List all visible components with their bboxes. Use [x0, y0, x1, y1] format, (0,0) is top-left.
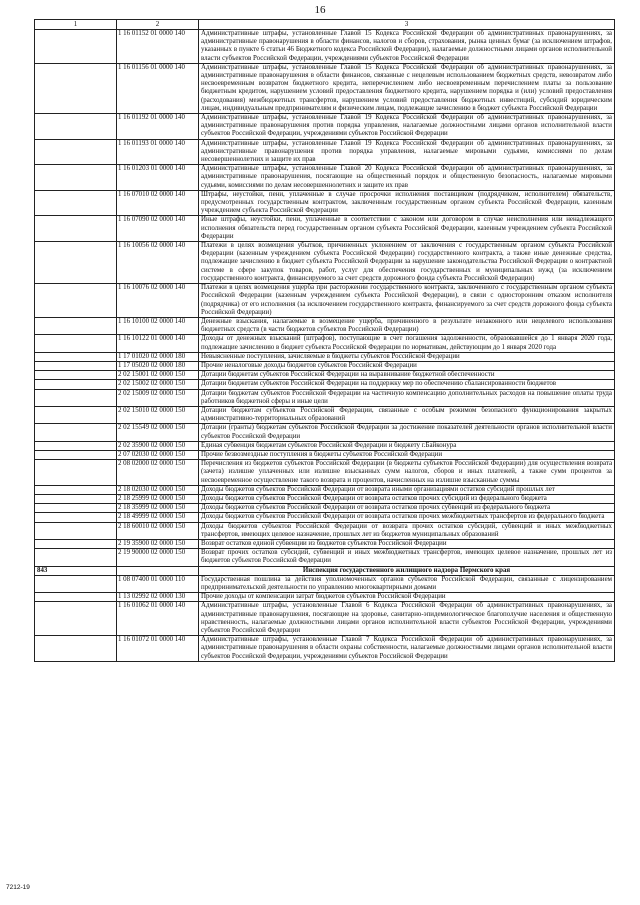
- revenue-name-cell: Платежи в целях возмещения ущерба при расторжении государственного контракта, заключенного с государственным органом субъекта Российской Федерации (казенным учреждением субъекта Российской Федерации), в связи с односторонним отказом исполнителя (подрядчика) от его исполнения (за исключением государственного контракта, финансируемого за счет средств дорожного фонда субъекта Российской Федерации): [199, 284, 615, 318]
- revenue-name-cell: Невыясненные поступления, зачисляемые в бюджеты субъектов Российской Федерации: [199, 352, 615, 361]
- admin-code-cell: [35, 389, 117, 406]
- revenue-name-cell: Доходы бюджетов субъектов Российской Федерации от возврата остатков прочих субсидий из федерального бюджета: [199, 494, 615, 503]
- table-row: [35, 406, 615, 423]
- revenue-code-cell: 1 16 01072 01 0000 140: [117, 636, 199, 662]
- revenue-code-cell: 1 16 10100 02 0000 140: [117, 317, 199, 334]
- table-row: [35, 460, 615, 486]
- revenue-code-cell: 2 19 90000 02 0000 150: [117, 549, 199, 566]
- revenue-name-cell: Прочие безвозмездные поступления в бюджеты субъектов Российской Федерации: [199, 450, 615, 459]
- admin-code-cell: [35, 406, 117, 423]
- revenue-code-cell: 2 18 02030 02 0000 150: [117, 485, 199, 494]
- table-row: [35, 165, 615, 191]
- table-row: [35, 63, 615, 113]
- table-row: [35, 602, 615, 636]
- admin-code-cell: [35, 485, 117, 494]
- table-row: [35, 352, 615, 361]
- admin-code-cell: [35, 380, 117, 389]
- revenue-name-cell: Административные штрафы, установленные Главой 15 Кодекса Российской Федерации об административных правонарушениях, за административные правонарушения в области финансов, связанные с нецелевым использованием бюджетных средств, невозвратом либо несвоевременным возвратом бюджетного кредита, неперечислением либо несвоевременным перечислением платы за пользование бюджетным кредитом, нарушением условий предоставления бюджетного кредита, нарушением порядка и (или) условий предоставления (расходования) межбюджетных трансфертов, нарушением условий предоставления бюджетных инвестиций, субсидий юридическим лицам, индивидуальным предпринимателям и физическим лицам, подлежащие зачислению в бюджет субъекта Российской Федерации: [199, 63, 615, 113]
- revenue-code-cell: 1 16 01152 01 0000 140: [117, 30, 199, 64]
- revenue-codes-table: [34, 19, 615, 662]
- revenue-code-cell: 2 18 25999 02 0000 150: [117, 494, 199, 503]
- admin-code-cell: [35, 602, 117, 636]
- admin-code-cell: [35, 30, 117, 64]
- table-row: [35, 485, 615, 494]
- table-row: [35, 522, 615, 539]
- table-row: [35, 114, 615, 140]
- table-row: [35, 30, 615, 64]
- revenue-code-cell: 2 07 02030 02 0000 150: [117, 450, 199, 459]
- table-row: [35, 513, 615, 522]
- revenue-name-cell: Дотации бюджетам субъектов Российской Федерации на поддержку мер по обеспечению сбалансированности бюджетов: [199, 380, 615, 389]
- table-row: [35, 284, 615, 318]
- revenue-name-cell: Административные штрафы, установленные Главой 20 Кодекса Российской Федерации об административных правонарушениях, за административные правонарушения, посягающие на общественный порядок и общественную безопасность, налагаемые мировыми судьями, комиссиями по делам несовершеннолетних и защите их прав: [199, 165, 615, 191]
- revenue-name-cell: Единая субвенция бюджетам субъектов Российской Федерации и бюджету г.Байконура: [199, 441, 615, 450]
- table-row: [35, 380, 615, 389]
- revenue-name-cell: Доходы бюджетов субъектов Российской Федерации от возврата прочих остатков субсидий, субвенций и иных межбюджетных трансфертов, имеющих целевое назначение, прошлых лет из бюджетов муниципальных образований: [199, 522, 615, 539]
- revenue-code-cell: 1 16 01062 01 0000 140: [117, 602, 199, 636]
- revenue-name-cell: Штрафы, неустойки, пени, уплаченные в случае просрочки исполнения поставщиком (подрядчиком, исполнителем) обязательств, предусмотренных государственным контрактом, заключенным государственным органом субъекта Российской Федерации, казенным учреждением субъекта Российской Федерации: [199, 190, 615, 216]
- table-row: [35, 317, 615, 334]
- admin-code-cell: [35, 539, 117, 548]
- table-row: [35, 494, 615, 503]
- revenue-code-cell: 2 02 15009 02 0000 150: [117, 389, 199, 406]
- table-row: [35, 441, 615, 450]
- revenue-name-cell: Дотации бюджетам субъектов Российской Федерации на выравнивание бюджетной обеспеченности: [199, 371, 615, 380]
- revenue-code-cell: 2 18 49999 02 0000 150: [117, 513, 199, 522]
- revenue-code-cell: 1 16 01156 01 0000 140: [117, 63, 199, 113]
- admin-code-cell: [35, 371, 117, 380]
- admin-code-cell: [35, 216, 117, 242]
- revenue-code-cell: 1 16 07010 02 0000 140: [117, 190, 199, 216]
- column-3-number: 3: [199, 20, 615, 30]
- revenue-name-cell: Доходы бюджетов субъектов Российской Федерации от возврата иными организациями остатков субсидий прошлых лет: [199, 485, 615, 494]
- admin-code-cell: [35, 504, 117, 513]
- admin-code-cell: [35, 114, 117, 140]
- admin-code-cell: [35, 284, 117, 318]
- revenue-code-cell: 2 08 02000 02 0000 150: [117, 460, 199, 486]
- admin-code-cell: [35, 424, 117, 441]
- table-row: [35, 424, 615, 441]
- revenue-name-cell: Дотации бюджетам субъектов Российской Федерации, связанные с особым режимом безопасного функционирования закрытых административно-территориальных образований: [199, 406, 615, 423]
- revenue-code-cell: 1 08 07400 01 0000 110: [117, 575, 199, 592]
- revenue-name-cell: Прочие неналоговые доходы бюджетов субъектов Российской Федерации: [199, 361, 615, 370]
- admin-code-cell: [35, 575, 117, 592]
- revenue-name-cell: Административные штрафы, установленные Главой 7 Кодекса Российской Федерации об административных правонарушениях, за административные правонарушения в области охраны собственности, налагаемые должностными лицами органов исполнительной власти субъектов Российской Федерации, учреждениями субъектов Российской Федерации: [199, 636, 615, 662]
- revenue-code-cell: 1 16 10122 01 0000 140: [117, 335, 199, 352]
- table-row: [35, 190, 615, 216]
- revenue-code-cell: 1 16 10076 02 0000 140: [117, 284, 199, 318]
- table-row: [35, 335, 615, 352]
- revenue-code-cell: 1 16 01203 01 0000 140: [117, 165, 199, 191]
- table-row: [35, 139, 615, 165]
- admin-code-cell: [35, 549, 117, 566]
- admin-code-cell: [35, 593, 117, 602]
- revenue-code-cell: 1 16 01192 01 0000 140: [117, 114, 199, 140]
- document-footer-code: 7212-19: [6, 884, 30, 891]
- admin-code-cell: [35, 317, 117, 334]
- revenue-code-cell: 2 02 35900 02 0000 150: [117, 441, 199, 450]
- column-2-number: 2: [117, 20, 199, 30]
- table-row: [35, 216, 615, 242]
- admin-code-cell: [35, 335, 117, 352]
- revenue-name-cell: Дотации бюджетам субъектов Российской Федерации на частичную компенсацию дополнительных расходов на повышение оплаты труда работников бюджетной сферы и иные цели: [199, 389, 615, 406]
- revenue-name-cell: Доходы бюджетов субъектов Российской Федерации от возврата остатков прочих межбюджетных трансфертов из федерального бюджета: [199, 513, 615, 522]
- section-header-row: [35, 566, 615, 575]
- revenue-name-cell: Административные штрафы, установленные Главой 15 Кодекса Российской Федерации об административных правонарушениях, за административные правонарушения в области финансов, налогов и сборов, страхования, рынка ценных бумаг (за исключением штрафов, указанных в пункте 6 статьи 46 Бюджетного кодекса Российской Федерации), налагаемые должностными лицами органов исполнительной власти субъектов Российской Федерации, учреждениями субъектов Российской Федерации: [199, 30, 615, 64]
- table-row: [35, 389, 615, 406]
- revenue-name-cell: Административные штрафы, установленные Главой 19 Кодекса Российской Федерации об административных правонарушениях, за административные правонарушения против порядка управления, налагаемые мировыми судьями, комиссиями по делам несовершеннолетних и защите их прав: [199, 139, 615, 165]
- table-row: [35, 549, 615, 566]
- admin-code-cell: [35, 460, 117, 486]
- revenue-name-cell: Перечисления из бюджетов субъектов Российской Федерации (в бюджеты субъектов Российской Федерации) для осуществления возврата (зачета) излишне уплаченных или излишне взысканных сумм налогов, сборов и иных платежей, а также сумм процентов за несвоевременное осуществление такого возврата и процентов, начисленных на излишне взысканные суммы: [199, 460, 615, 486]
- revenue-code-cell: [117, 566, 199, 575]
- admin-code-cell: [35, 352, 117, 361]
- admin-code-cell: [35, 242, 117, 284]
- admin-code-cell: [35, 190, 117, 216]
- revenue-name-cell: Возврат прочих остатков субсидий, субвенций и иных межбюджетных трансфертов, имеющих целевое назначение, прошлых лет из бюджетов субъектов Российской Федерации: [199, 549, 615, 566]
- revenue-name-cell: Инспекция государственного жилищного надзора Пермского края: [199, 566, 615, 575]
- table-row: [35, 593, 615, 602]
- revenue-code-cell: 2 18 35999 02 0000 150: [117, 504, 199, 513]
- admin-code-cell: [35, 139, 117, 165]
- revenue-name-cell: Прочие доходы от компенсации затрат бюджетов субъектов Российской Федерации: [199, 593, 615, 602]
- admin-code-cell: [35, 522, 117, 539]
- admin-code-cell: [35, 165, 117, 191]
- table-row: [35, 636, 615, 662]
- table-row: [35, 504, 615, 513]
- revenue-code-cell: 2 02 15549 02 0000 150: [117, 424, 199, 441]
- revenue-code-cell: 2 19 35900 02 0000 150: [117, 539, 199, 548]
- revenue-code-cell: 1 16 07090 02 0000 140: [117, 216, 199, 242]
- table-row: [35, 361, 615, 370]
- admin-code-cell: [35, 494, 117, 503]
- table-row: [35, 575, 615, 592]
- table-row: [35, 450, 615, 459]
- table-row: [35, 242, 615, 284]
- revenue-code-cell: 2 02 15002 02 0000 150: [117, 380, 199, 389]
- revenue-name-cell: Доходы от денежных взысканий (штрафов), поступающие в счет погашения задолженности, образовавшейся до 1 января 2020 года, подлежащие зачислению в бюджет субъекта Российской Федерации по нормативам, действующим до 1 января 2020 года: [199, 335, 615, 352]
- revenue-code-cell: 1 13 02992 02 0000 130: [117, 593, 199, 602]
- revenue-code-cell: 1 17 01020 02 0000 180: [117, 352, 199, 361]
- admin-code-cell: [35, 63, 117, 113]
- admin-code-cell: [35, 450, 117, 459]
- table-row: [35, 539, 615, 548]
- admin-code-cell: [35, 441, 117, 450]
- revenue-name-cell: Иные штрафы, неустойки, пени, уплаченные в соответствии с законом или договором в случае неисполнения или ненадлежащего исполнения обязательств перед государственным органом субъекта Российской Федерации, казенным учреждением субъекта Российской Федерации: [199, 216, 615, 242]
- revenue-code-cell: 2 02 15010 02 0000 150: [117, 406, 199, 423]
- revenue-code-cell: 1 16 10056 02 0000 140: [117, 242, 199, 284]
- column-number-row: [35, 20, 615, 30]
- admin-code-cell: [35, 513, 117, 522]
- revenue-name-cell: Платежи в целях возмещения убытков, причиненных уклонением от заключения с государственным органом субъекта Российской Федерации (казенным учреждением субъекта Российской Федерации) государственного контракта, а также иные денежные средства, подлежащие зачислению в бюджет субъекта Российской Федерации за нарушение законодательства Российской Федерации о контрактной системе в сфере закупок товаров, работ, услуг для обеспечения государственных и муниципальных нужд (за исключением государственного контракта, финансируемого за счет средств дорожного фонда субъекта Российской Федерации): [199, 242, 615, 284]
- column-1-number: 1: [35, 20, 117, 30]
- revenue-code-cell: 1 16 01193 01 0000 140: [117, 139, 199, 165]
- revenue-name-cell: Государственная пошлина за действия уполномоченных органов субъектов Российской Федерации, связанные с лицензированием предпринимательской деятельности по управлению многоквартирными домами: [199, 575, 615, 592]
- revenue-name-cell: Административные штрафы, установленные Главой 19 Кодекса Российской Федерации об административных правонарушениях, за административные правонарушения против порядка управления, налагаемые должностными лицами органов исполнительной власти субъектов Российской Федерации, учреждениями субъектов Российской Федерации: [199, 114, 615, 140]
- admin-code-cell: [35, 361, 117, 370]
- admin-code-cell: [35, 636, 117, 662]
- revenue-name-cell: Дотации (гранты) бюджетам субъектов Российской Федерации за достижение показателей деятельности органов исполнительной власти субъектов Российской Федерации: [199, 424, 615, 441]
- admin-code-cell: 843: [35, 566, 117, 575]
- revenue-name-cell: Возврат остатков единой субвенции из бюджетов субъектов Российской Федерации: [199, 539, 615, 548]
- revenue-code-cell: 1 17 05020 02 0000 180: [117, 361, 199, 370]
- revenue-name-cell: Административные штрафы, установленные Главой 6 Кодекса Российской Федерации об административных правонарушениях, за административные правонарушения, посягающие на здоровье, санитарно-эпидемиологическое благополучие населения и общественную нравственность, налагаемые должностными лицами органов исполнительной власти субъектов Российской Федерации, учреждениями субъектов Российской Федерации: [199, 602, 615, 636]
- table-row: [35, 371, 615, 380]
- revenue-code-cell: 2 02 15001 02 0000 150: [117, 371, 199, 380]
- revenue-code-cell: 2 18 60010 02 0000 150: [117, 522, 199, 539]
- revenue-name-cell: Доходы бюджетов субъектов Российской Федерации от возврата остатков прочих субвенций из федерального бюджета: [199, 504, 615, 513]
- revenue-name-cell: Денежные взыскания, налагаемые в возмещение ущерба, причиненного в результате незаконного или нецелевого использования бюджетных средств (в части бюджетов субъектов Российской Федерации): [199, 317, 615, 334]
- page-number: 16: [314, 4, 326, 16]
